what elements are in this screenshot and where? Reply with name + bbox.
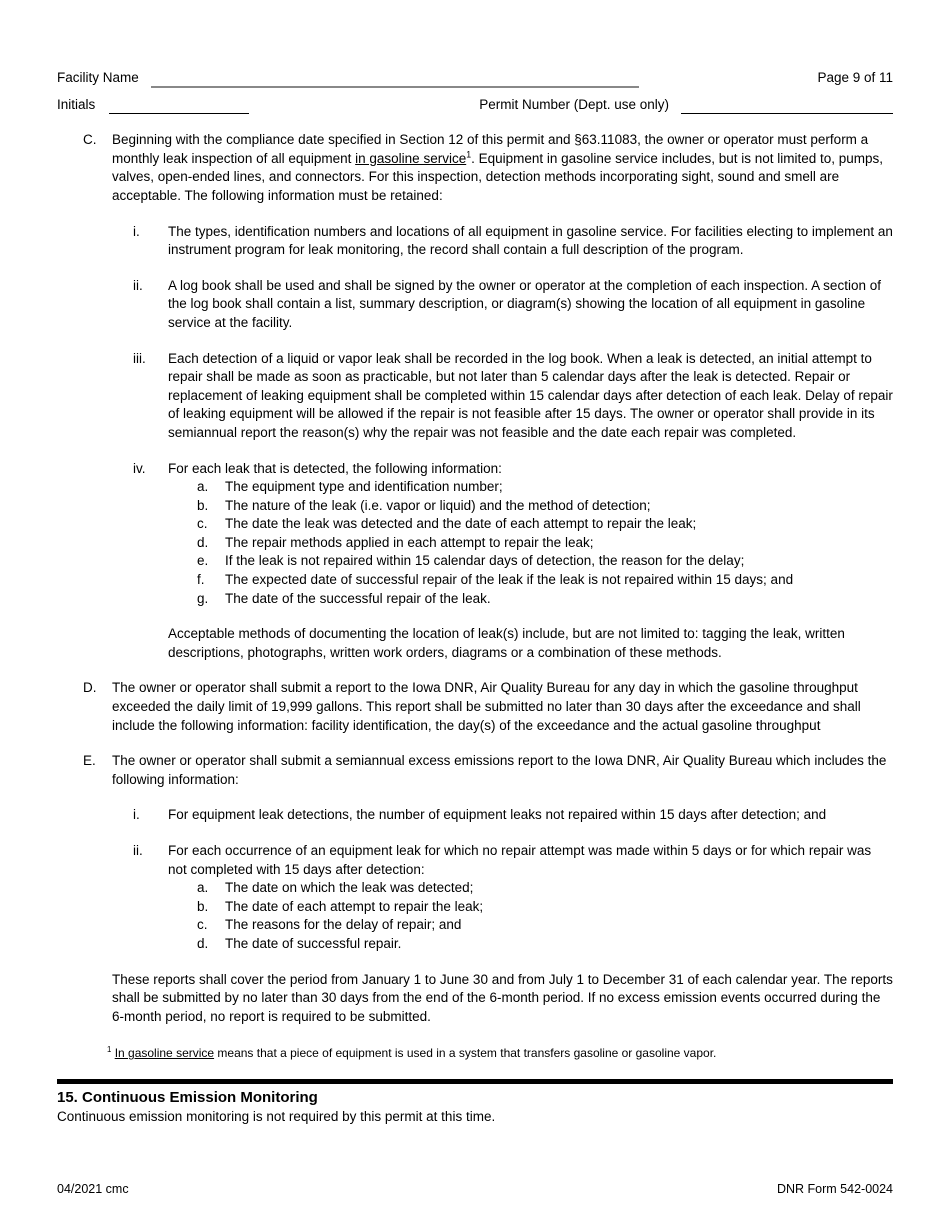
item-marker: d.	[197, 935, 209, 951]
section-c-text: Beginning with the compliance date specified in Section 12 of this permit and §63.11083, the owner or operator must perform a monthly leak inspection of all equipment in gasoline service$^1$. Equipment in gasoline service includes, but is not limited to, pumps, valves, open-ended lines, and connectors. For this inspection, detection methods incorporating sight, sound and smell are acceptable. The following information must be retained:	[112, 132, 884, 203]
section-e-text: The owner or operator shall submit a semiannual excess emissions report to the Iowa DNR, Air Quality Bureau which includes the following information:	[112, 753, 887, 787]
item-e-ii	[57, 842, 893, 879]
item-marker: ii.	[133, 843, 143, 858]
section-e-closing-paragraph: These reports shall cover the period from January 1 to June 30 and from July 1 to December 31 of each calendar year. The reports shall be submitted by no later than 30 days from the end of the 6-month period. If no excess emission events occurred during the 6-month period, no report is required to be submitted.	[112, 971, 893, 1024]
item-marker: a.	[197, 479, 209, 495]
initials-input[interactable]	[109, 99, 249, 114]
section-d-paragraph	[57, 679, 893, 735]
item-marker: b.	[197, 898, 209, 914]
section-divider-rule	[57, 1079, 893, 1084]
item-text: The types, identification numbers and locations of all equipment in gasoline service. For facilities electing to implement an instrument program for leak monitoring, the record shall contain a full description of the program.	[168, 223, 893, 258]
section-d-marker: D.	[83, 680, 97, 696]
section-c-paragraph	[57, 131, 893, 205]
item-text: If the leak is not repaired within 15 calendar days of detection, the reason for the delay;	[225, 553, 745, 569]
footer-revision: 04/2021 cmc	[57, 1182, 129, 1197]
item-text: The reasons for the delay of repair; and	[225, 917, 462, 933]
item-c-iv-b	[57, 497, 893, 516]
facility-name-input[interactable]	[151, 72, 639, 88]
footnote	[107, 1045, 893, 1061]
item-marker: ii.	[133, 277, 143, 293]
item-text: The date of the successful repair of the leak.	[225, 590, 491, 606]
section-c-closing-paragraph: Acceptable methods of documenting the location of leak(s) include, but are not limited to: tagging the leak, written descriptions, photographs, written work orders, diagrams or a combination of these methods.	[168, 626, 845, 660]
item-e-ii-c	[57, 916, 893, 935]
section-e-marker: E.	[83, 753, 96, 769]
item-e-i	[57, 806, 893, 825]
initials-label: Initials	[57, 96, 96, 112]
item-marker: a.	[197, 880, 209, 896]
permit-number-input[interactable]	[681, 99, 893, 114]
item-marker: e.	[197, 553, 209, 569]
item-marker: i.	[133, 223, 140, 239]
item-text: For each leak that is detected, the following information:	[168, 460, 502, 476]
item-text: The equipment type and identification number;	[225, 479, 503, 495]
item-text: For each occurrence of an equipment leak for which no repair attempt was made within 5 days or for which repair was not completed with 15 days after detection:	[168, 843, 872, 877]
item-e-ii-a	[57, 879, 893, 898]
item-e-ii-d	[57, 935, 893, 954]
item-marker: c.	[197, 917, 208, 933]
item-marker: d.	[197, 534, 209, 550]
item-text: The date on which the leak was detected;	[225, 880, 474, 896]
item-c-iv-a	[57, 478, 893, 497]
footnote-text: means that a piece of equipment is used in a system that transfers gasoline or gasoline vapor.	[214, 1046, 717, 1061]
section-15-title: 15. Continuous Emission Monitoring	[57, 1089, 318, 1107]
item-marker: f.	[197, 572, 205, 588]
item-c-iv-c	[57, 515, 893, 534]
item-marker: c.	[197, 516, 208, 532]
item-text: The date of successful repair.	[225, 935, 402, 951]
item-marker: g.	[197, 590, 209, 606]
footnote-ref: 1	[466, 149, 472, 160]
page-footer	[57, 1180, 893, 1199]
item-marker: iii.	[133, 350, 146, 366]
underlined-phrase: in gasoline service	[355, 150, 467, 166]
section-d-text: The owner or operator shall submit a report to the Iowa DNR, Air Quality Bureau for any day in which the gasoline throughput exceeded the daily limit of 19,999 gallons. This report shall be submitted no later than 30 days after the exceedance and shall include the following information: facility identification, the day(s) of the exceedance and the actual gasoline throughput	[112, 680, 861, 733]
item-c-iv-e	[57, 552, 893, 571]
header-row-2	[57, 96, 893, 115]
section-c-marker: C.	[83, 132, 97, 148]
item-text: For equipment leak detections, the number of equipment leaks not repaired within 15 days after detection; and	[168, 807, 827, 823]
item-marker: iv.	[133, 460, 146, 476]
item-text: The date of each attempt to repair the leak;	[225, 898, 484, 914]
facility-name-label: Facility Name	[57, 70, 139, 85]
footnote-ref: 1	[107, 1045, 112, 1055]
footer-form-number: DNR Form 542-0024	[776, 1182, 893, 1197]
item-c-iv-d	[57, 534, 893, 553]
item-c-iv	[57, 460, 893, 479]
item-c-i	[57, 223, 893, 260]
item-text: The nature of the leak (i.e. vapor or liquid) and the method of detection;	[225, 497, 651, 513]
item-c-iv-f	[57, 571, 893, 590]
header-row-1	[57, 69, 893, 88]
item-text: The expected date of successful repair of the leak if the leak is not repaired within 15 days; and	[225, 572, 794, 588]
item-text: The repair methods applied in each attempt to repair the leak;	[225, 534, 594, 550]
item-c-ii	[57, 277, 893, 333]
section-e-paragraph	[57, 752, 893, 789]
section-15-body: Continuous emission monitoring is not required by this permit at this time.	[57, 1109, 496, 1125]
item-c-iii	[57, 350, 893, 443]
item-text: Each detection of a liquid or vapor leak shall be recorded in the log book. When a leak is detected, an initial attempt to repair shall be made as soon as practicable, but not later than 5 calendar days after the leak is detected. Repair or replacement of leaking equipment shall be completed within 15 calendar days after detection of each leak. Delay of repair of leaking equipment will be allowed if the repair is not feasible after 15 days. The owner or operator shall provide in its semiannual report the reason(s) why the repair was not feasible and the date each repair was completed.	[168, 350, 893, 440]
item-e-ii-b	[57, 898, 893, 917]
page-number: Page 9 of 11	[817, 70, 893, 85]
item-text: The date the leak was detected and the date of each attempt to repair the leak;	[225, 516, 697, 532]
item-marker: b.	[197, 497, 209, 513]
item-marker: i.	[133, 807, 140, 823]
item-c-iv-g	[57, 590, 893, 609]
footnote-underlined-phrase: In gasoline service	[114, 1046, 215, 1061]
item-text: A log book shall be used and shall be signed by the owner or operator at the completion of each inspection. A section of the log book shall contain a list, summary description, or diagram(s) showing the location of all equipment in gasoline service at the facility.	[168, 277, 881, 330]
permit-number-label: Permit Number (Dept. use only)	[479, 96, 669, 112]
